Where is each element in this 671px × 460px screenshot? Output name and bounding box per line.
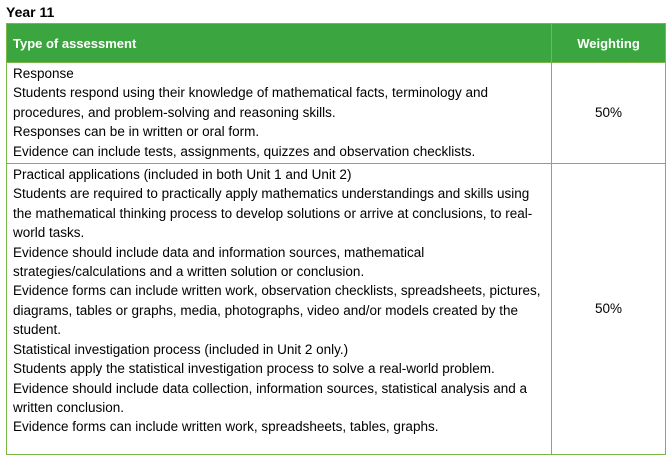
description-line: Evidence should include data collection, information sources, statistical analysis and a written conclusion. xyxy=(13,380,528,415)
table-row xyxy=(7,63,666,164)
assessment-description-cell xyxy=(7,63,552,164)
assessment-subtype-title: Statistical investigation process (included in Unit 2 only.) xyxy=(13,341,349,357)
description-line: Evidence forms can include written work, observation checklists, spreadsheets, pictures, diagrams, tables or graphs, media, photographs, video and/or models created by the student. xyxy=(13,283,541,338)
assessment-type-title: Practical applications (included in both Unit 1 and Unit 2) xyxy=(13,167,352,183)
assessment-description-cell xyxy=(7,164,552,455)
type-of-assessment-header: Type of assessment xyxy=(7,24,552,63)
year-heading: Year 11 xyxy=(6,4,55,20)
table-row xyxy=(7,164,666,455)
table-header-row xyxy=(7,24,666,63)
description-line: Responses can be in written or oral form. xyxy=(13,124,260,140)
description-line: Students are required to practically apply mathematics understandings and skills using the mathematical thinking process to develop solutions or arrive at conclusions, to real-world tasks. xyxy=(13,186,533,241)
assessment-type-title: Response xyxy=(13,66,74,81)
description-line: Evidence forms can include written work, spreadsheets, tables, graphs. xyxy=(13,419,439,435)
description-line: Students respond using their knowledge of mathematical facts, terminology and procedures, and problem-solving and reasoning skills. xyxy=(13,85,489,120)
description-line: Students apply the statistical investigation process to solve a real-world problem. xyxy=(13,361,495,377)
weighting-cell: 50% xyxy=(552,63,666,164)
weighting-cell: 50% xyxy=(552,164,666,455)
weighting-header: Weighting xyxy=(552,24,666,63)
assessment-table xyxy=(6,23,666,455)
description-line: Evidence should include data and information sources, mathematical strategies/calculations and a written solution or conclusion. xyxy=(13,244,425,280)
description-line: Evidence can include tests, assignments, quizzes and observation checklists. xyxy=(13,143,476,159)
